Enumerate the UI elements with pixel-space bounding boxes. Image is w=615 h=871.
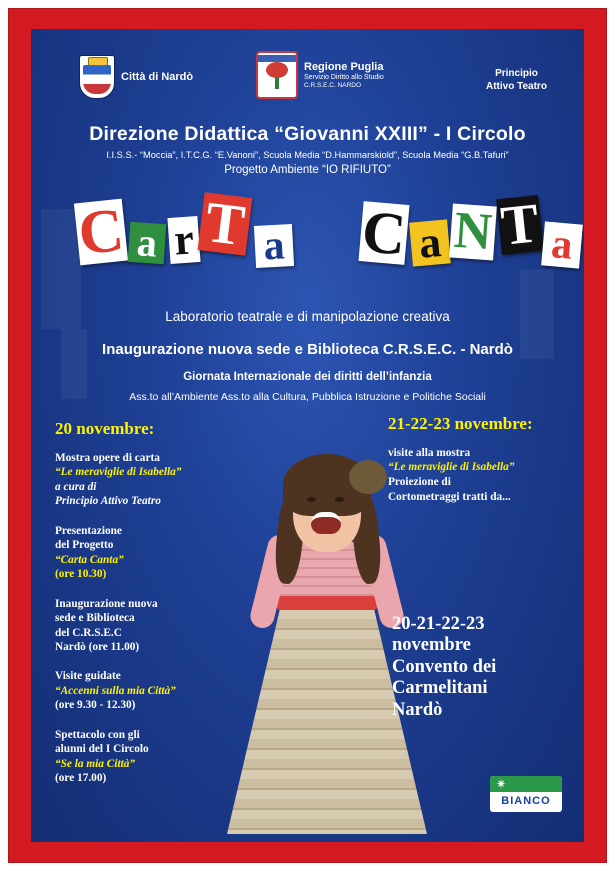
subhead-assessorati: Ass.to all’Ambiente Ass.to alla Cultura, Pubblica Istruzione e Politiche Sociali [129, 391, 486, 403]
event-line: Spettacolo con gli [55, 728, 140, 741]
schools-list: I.I.S.S.- “Moccia”, I.T.C.G. “E.Vanoni”, Scuola Media “D.Hammarskiold”, Scuola Media “G.B.Tafuri” [106, 150, 509, 160]
schedule-left-column [55, 419, 240, 801]
event-time: (ore 10.30) [55, 568, 107, 581]
event-line: a cura di [55, 480, 97, 493]
venue-name-2: Carmelitani [392, 678, 488, 699]
left-date-heading: 20 novembre: [55, 419, 155, 438]
subhead-lab: Laboratorio teatrale e di manipolazione creativa [165, 309, 450, 324]
title-block [31, 123, 584, 176]
eye-right-shape [335, 497, 344, 502]
event-line: Presentazione [55, 524, 122, 537]
venue-month: novembre [392, 635, 471, 656]
ransom-letter: C [75, 195, 127, 269]
event-line: sede e Biblioteca [55, 612, 135, 625]
event-item [55, 524, 240, 582]
sponsor-bianco-logo [490, 776, 562, 812]
logo-teatro-sub: Attivo Teatro [486, 81, 547, 92]
poster-header [31, 41, 584, 111]
event-line: “Carta Canta” [55, 553, 124, 566]
ransom-letter: T [198, 192, 253, 255]
poster-inner-panel [31, 29, 584, 842]
event-line: Principio Attivo Teatro [55, 495, 161, 508]
event-item [55, 669, 240, 712]
logo-principio-attivo-teatro [486, 67, 547, 93]
logo-citta-title: Città di Nardò [121, 70, 194, 83]
venue-city: Nardò [392, 699, 443, 720]
venue-block [392, 614, 568, 721]
subhead-inauguration: Inaugurazione nuova sede e Biblioteca C.R.S.E.C. - Nardò [102, 341, 513, 358]
ransom-letter: a [409, 219, 451, 266]
right-body-line: Cortometraggi tratti da... [388, 490, 511, 503]
right-body-line: “Le meraviglie di Isabella” [388, 461, 515, 474]
coat-of-arms-icon [79, 55, 115, 99]
event-line: Mostra opere di carta [55, 452, 160, 464]
event-line: alunni del I Circolo [55, 743, 149, 756]
schedule-right-column [388, 414, 566, 720]
logo-citta-text [121, 71, 193, 84]
event-line: Nardò (ore 11.00) [55, 640, 140, 653]
ransom-letter: C [359, 198, 409, 268]
venue-name-1: Convento dei [392, 656, 497, 677]
event-item [55, 451, 240, 509]
logo-teatro-title: Principio [495, 68, 538, 79]
page-title: Direzione Didattica “Giovanni XXIII” - I Circolo [89, 123, 526, 145]
dress-sash-shape [277, 596, 377, 610]
regione-puglia-crest-icon [256, 51, 298, 99]
ransom-letter: a [254, 224, 294, 268]
logo-citta-di-nardo [79, 55, 193, 99]
event-line: “Le meraviglie di Isabella” [55, 466, 182, 479]
sponsor-banner [490, 776, 562, 792]
logo-teatro-text [486, 67, 547, 93]
event-line: “Accenni sulla mia Città” [55, 684, 176, 697]
logo-regione-text [304, 61, 384, 90]
hair-bow-icon [349, 460, 387, 494]
ransom-headline [31, 187, 584, 297]
poster [8, 8, 607, 863]
venue-dates: 20-21-22-23 [392, 614, 485, 634]
mouth-shape [311, 512, 341, 534]
event-time: (ore 17.00) [55, 772, 107, 785]
ransom-letter: N [449, 204, 497, 261]
logo-regione-sub2: C.R.S.E.C. NARDO [304, 81, 362, 89]
right-date-heading: 21-22-23 novembre: [388, 414, 533, 433]
ransom-letter: a [541, 221, 583, 268]
ransom-letter: a [128, 222, 167, 264]
bg-block-decor [61, 329, 87, 399]
event-line: del Progetto [55, 539, 114, 552]
event-line: del C.R.S.E.C [55, 626, 122, 639]
logo-regione-title: Regione Puglia [304, 60, 384, 73]
event-line: Visite guidate [55, 670, 121, 683]
event-item [55, 728, 240, 786]
ransom-letter: T [496, 195, 544, 255]
logo-regione-sub: Servizio Diritto allo Studio [304, 73, 384, 81]
logo-regione-puglia [256, 51, 384, 99]
subhead-giornata: Giornata Internazionale dei diritti dell’infanzia [183, 371, 432, 383]
right-body-line: Proiezione di [388, 475, 451, 488]
project-subtitle: Progetto Ambiente “IO RIFIUTO” [224, 164, 391, 176]
event-line: Inaugurazione nuova [55, 597, 158, 610]
star-icon: ✷ [496, 777, 507, 791]
right-body-line: visite alla mostra [388, 446, 471, 459]
sponsor-name: BIANCO [501, 795, 551, 807]
right-body [388, 446, 566, 505]
eye-left-shape [307, 497, 316, 502]
event-time: (ore 9.30 - 12.30) [55, 699, 136, 712]
event-item [55, 597, 240, 655]
ransom-letter: r [167, 216, 200, 264]
event-line: “Se la mia Città” [55, 757, 136, 770]
